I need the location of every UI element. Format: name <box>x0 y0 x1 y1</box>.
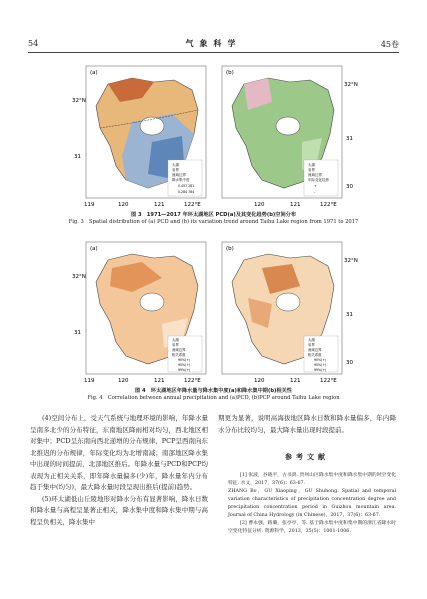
fig3-xtick-2: 121 <box>154 202 165 208</box>
fig4-a-legend-1: 省界 <box>172 343 179 347</box>
fig3-a-legend-1: 省界 <box>172 168 179 172</box>
fig3-b-ytick-1: 31 <box>346 136 353 142</box>
fig4-b-legend-1: 省界 <box>308 343 315 347</box>
fig3-ytick-0: 32°N <box>72 98 86 104</box>
fig3-b-legend-5: - <box>314 190 316 194</box>
fig4-b-xtick-0: 120 <box>254 378 265 384</box>
fig3-b-xtick-1: 121 <box>290 202 301 208</box>
fig4-b-xtick-2: 122°E <box>320 378 337 384</box>
fig4-xtick-0: 119 <box>84 378 95 384</box>
page-header <box>28 38 399 53</box>
fig3-b-legend-1: 省界 <box>308 168 315 172</box>
fig3-b-xtick-2: 122°E <box>320 202 337 208</box>
page-number: 54 <box>28 39 39 48</box>
fig4-b-xtick-1: 121 <box>290 378 301 384</box>
figure-3-caption-en: Fig. 3 Spatial distribution of (a) PCD and (b) its variation trend around Taihu Lake region from 1971 to 2017 <box>68 219 359 225</box>
fig3-a-legend-4: 0.457 281 <box>178 184 195 188</box>
fig3-xtick-3: 122°E <box>184 202 201 208</box>
paragraph-4: (4)空间分布上，受天气系统与地理环境的影响，年降水量呈南多北少的分布特征，东南地区降雨相对均匀，西北地区相对集中；PCD呈东南向西北递增的分布规律，PCP呈西南向东北推迟的分布规律，年际变化均为北增南减；南部地区降水集中出现的时间提前，北部地区推后。年降水量与PCD和PCP均表现为正相关关系，即年降水量偏多(少)年，降水量年内分布趋于集中(均匀)，最大降水量时段呈现出推后(提前)趋势。 <box>30 414 208 491</box>
fig4-a-legend-0: 太湖 <box>172 338 179 342</box>
fig3-xtick-0: 119 <box>84 202 95 208</box>
figure-3-caption-cn: 图 3 1971—2017 年环太湖地区 PCD(a)及其变化趋势(b)空间分布 <box>130 212 297 218</box>
fig3-a-legend-0: 太湖 <box>172 163 179 167</box>
fig4-b-legend-5: 95%(+) <box>314 363 327 367</box>
fig4-ytick-1: 31 <box>74 330 81 336</box>
fig4-ytick-0: 32°N <box>72 274 86 280</box>
fig3-b-legend-2: 流域边界 <box>308 173 322 177</box>
figure4-panel-b <box>222 242 342 374</box>
fig3-ytick-1: 31 <box>74 154 81 160</box>
fig4-a-legend-4: 90%(+) <box>178 358 191 362</box>
fig3-xtick-1: 120 <box>118 202 129 208</box>
fig3-b-legend-3: 年际变化趋势 <box>308 178 329 182</box>
fig4-b-ytick-1: 31 <box>346 312 353 318</box>
fig4-b-legend-0: 太湖 <box>308 338 315 342</box>
fig4-b-legend-2: 流域边界 <box>308 348 322 352</box>
figure-4 <box>72 238 362 386</box>
fig3-b-ytick-0: 32°N <box>344 82 358 88</box>
fig4-xtick-2: 121 <box>154 378 165 384</box>
fig3-a-legend-3: 降水集中度 <box>172 178 190 182</box>
fig3-a-legend-5: 0.284 784 <box>178 190 195 194</box>
fig3-a-label: (a) <box>90 70 98 76</box>
reference-item: [2] 曹永强，路璐，张亭亭，等. 基于降水集中度和集中期的浙江省降水时空变化特征分析. 资源科学，2013，35(5)：1001-1006. <box>228 520 396 534</box>
fig4-b-label: (b) <box>226 246 234 252</box>
fig4-b-legend-3: 相关系数 <box>308 353 322 357</box>
fig4-xtick-3: 122°E <box>184 378 201 384</box>
figure-4-caption-cn: 图 4 环太湖地区年降水量与降水集中度(a)和降水集中期(b)相关性 <box>135 388 292 394</box>
figure-4-caption-en: Fig. 4 Correlation between annual precipitation and (a)PCD, (b)PCP around Taihu Lake region <box>87 395 340 401</box>
journal-title: 气象科学 <box>185 38 242 48</box>
volume-number: 45卷 <box>380 40 399 49</box>
figure-4-caption <box>30 388 397 402</box>
fig4-a-legend-2: 流域边界 <box>172 348 186 352</box>
fig4-b-ytick-0: 32°N <box>344 258 358 264</box>
reference-item: ZHANG Bo，GU Xiaoping，GU Shuhong. Spatial and temporal variation characteristics of precipitation concentration degree and precipitation concentration period in Guizhou mountain area. Journal of China Hydrology (in Chinese)，2017，37(6)：63-67. <box>228 488 396 518</box>
paragraph-5: (5)环太湖低山丘陵地形对降水分布有显著影响，降水日数和降水量与高程呈显著正相关，降水集中度和降水集中期与高程呈负相关，降水集中 <box>30 494 208 526</box>
figure4-panel-a <box>86 242 206 374</box>
reference-item: [1] 张波，谷晓平，古书鸿. 贵州山区降水集中度和降水集中期的时空变化特征. 水文，2017，37(6)：63-67. <box>228 472 396 486</box>
fig4-xtick-1: 120 <box>118 378 129 384</box>
fig4-b-ytick-2: 30 <box>346 360 353 366</box>
paragraph-5-continued: 期更为显著，说明高海拔地区降水日数和降水量偏多，年内降水分布比较均匀，最大降水量出现时段提前。 <box>218 414 396 434</box>
fig3-b-legend-0: 太湖 <box>308 163 315 167</box>
fig4-a-legend-3: 相关系数 <box>172 353 186 357</box>
fig3-b-xtick-0: 120 <box>254 202 265 208</box>
figure-3-caption <box>30 212 397 226</box>
fig3-b-legend-4: + <box>314 184 317 188</box>
fig4-b-legend-4: 90%(+) <box>314 358 327 362</box>
references-heading: 参考文献 <box>285 453 329 461</box>
fig4-a-legend-5: 95%(+) <box>178 363 191 367</box>
fig4-a-label: (a) <box>90 246 98 252</box>
fig3-b-label: (b) <box>226 70 234 76</box>
body-left-column <box>30 413 208 528</box>
fig4-a-legend-6: 99%(+) <box>178 368 191 372</box>
fig3-a-legend-2: 流域边界 <box>172 173 186 177</box>
figure-3 <box>72 62 362 210</box>
fig4-b-legend-6: 99%(+) <box>314 368 327 372</box>
fig3-b-ytick-2: 30 <box>346 184 353 190</box>
body-right-column <box>218 413 396 536</box>
